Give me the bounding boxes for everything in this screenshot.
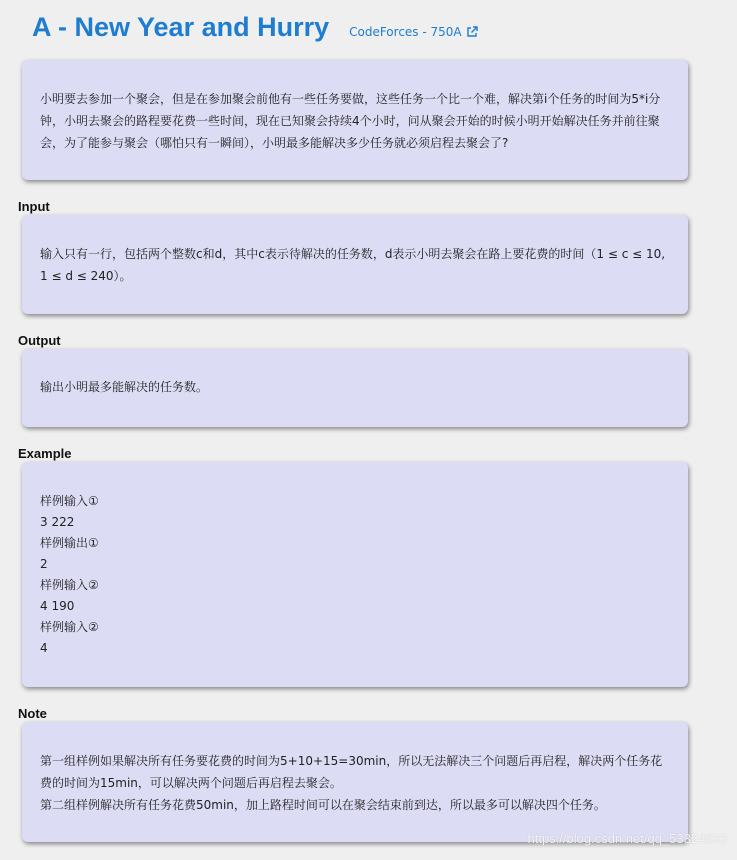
- problem-header: [32, 12, 478, 43]
- watermark: https://blog.csdn.net/qq_53324833: [527, 831, 727, 846]
- example-line: 2: [40, 557, 48, 571]
- output-card: [22, 349, 688, 427]
- example-line: 样例输入①: [40, 494, 99, 508]
- description-card: [22, 60, 688, 180]
- note-label: Note: [18, 706, 47, 721]
- input-card: [22, 215, 688, 314]
- problem-title: A - New Year and Hurry: [32, 12, 330, 42]
- note-text-2: 第二组样例解决所有任务花费50min，加上路程时间可以在聚会结束前到达，所以最多可以解决四个任务。: [40, 798, 606, 812]
- example-line: 4: [40, 641, 48, 655]
- example-line: 样例输入②: [40, 620, 99, 634]
- source-link-label: CodeForces - 750A: [349, 25, 462, 39]
- example-card: [22, 462, 688, 687]
- source-link[interactable]: [349, 25, 478, 39]
- input-label: Input: [18, 199, 50, 214]
- example-line: 样例输出①: [40, 536, 99, 550]
- note-text-1: 第一组样例如果解决所有任务要花费的时间为5+10+15=30min，所以无法解决三个问题后再启程，解决两个任务花费的时间为15min，可以解决两个问题后再启程去聚会。: [40, 754, 663, 790]
- input-text: 输入只有一行，包括两个整数c和d，其中c表示待解决的任务数，d表示小明去聚会在路上要花费的时间（1 ≤ c ≤ 10, 1 ≤ d ≤ 240）。: [40, 247, 666, 283]
- output-label: Output: [18, 333, 61, 348]
- description-text: 小明要去参加一个聚会，但是在参加聚会前他有一些任务要做，这些任务一个比一个难，解决第i个任务的时间为5*i分钟，小明去聚会的路程要花费一些时间，现在已知聚会持续4个小时，问从聚会开始的时候小明开始解决任务并前往聚会，为了能参与聚会（哪怕只有一瞬间），小明最多能解决多少任务就必须启程去聚会了?: [40, 92, 661, 150]
- external-link-icon: [466, 26, 478, 38]
- output-text: 输出小明最多能解决的任务数。: [40, 380, 209, 394]
- example-label: Example: [18, 446, 72, 461]
- example-line: 4 190: [40, 599, 75, 613]
- example-line: 3 222: [40, 515, 75, 529]
- example-line: 样例输入②: [40, 578, 99, 592]
- note-card: [22, 722, 688, 842]
